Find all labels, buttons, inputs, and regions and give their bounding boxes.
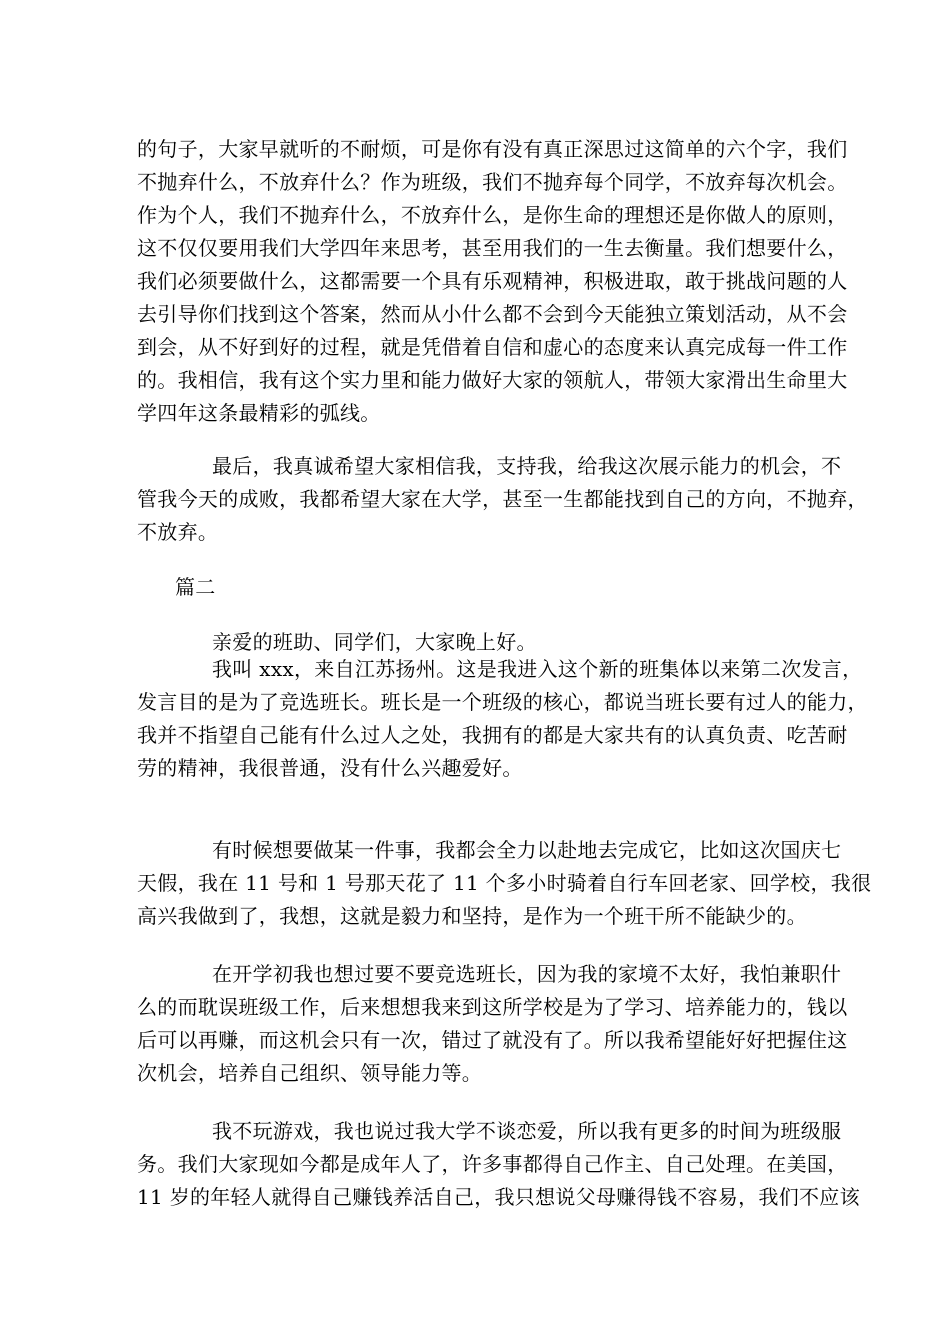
paragraph-line: 务。我们大家现如今都是成年人了，许多事都得自己作主、自己处理。在美国， (137, 1152, 848, 1176)
paragraph-line: 在开学初我也想过要不要竞选班长，因为我的家境不太好，我怕兼职什 (212, 962, 842, 986)
paragraph-line: 的句子，大家早就听的不耐烦，可是你有没有真正深思过这简单的六个字，我们 (137, 137, 848, 161)
paragraph-line: 不放弃。 (137, 520, 219, 544)
paragraph-line: 11 岁的年轻人就得自己赚钱养活自己，我只想说父母赚得钱不容易，我们不应该 (137, 1185, 860, 1209)
paragraph-line: 这不仅仅要用我们大学四年来思考，甚至用我们的一生去衡量。我们想要什么， (137, 236, 848, 260)
paragraph-line: 么的而耽误班级工作，后来想想我来到这所学校是为了学习、培养能力的，钱以 (137, 995, 848, 1019)
paragraph-line: 学四年这条最精彩的弧线。 (137, 401, 381, 425)
paragraph-line: 作为个人，我们不抛弃什么，不放弃什么，是你生命的理想还是你做人的原则， (137, 203, 848, 227)
section-heading: 篇二 (175, 575, 216, 599)
paragraph-line: 天假，我在 11 号和 1 号那天花了 11 个多小时骑着自行车回老家、回学校，我很 (137, 871, 872, 895)
paragraph-line: 劳的精神，我很普通，没有什么兴趣爱好。 (137, 756, 523, 780)
paragraph-line: 我并不指望自己能有什么过人之处，我拥有的都是大家共有的认真负责、吃苦耐 (137, 723, 848, 747)
paragraph-line: 高兴我做到了，我想，这就是毅力和坚持，是作为一个班干所不能缺少的。 (137, 904, 807, 928)
paragraph-line: 不抛弃什么，不放弃什么？作为班级，我们不抛弃每个同学，不放弃每次机会。 (137, 170, 848, 194)
paragraph-line: 发言目的是为了竞选班长。班长是一个班级的核心，都说当班长要有过人的能力， (137, 690, 868, 714)
paragraph-line: 去引导你们找到这个答案，然而从小什么都不会到今天能独立策划活动，从不会 (137, 302, 848, 326)
paragraph-line: 后可以再赚，而这机会只有一次，错过了就没有了。所以我希望能好好把握住这 (137, 1028, 848, 1052)
paragraph-line: 我叫 xxx，来自江苏扬州。这是我进入这个新的班集体以来第二次发言， (212, 657, 863, 681)
paragraph-line: 我们必须要做什么，这都需要一个具有乐观精神，积极进取，敢于挑战问题的人 (137, 269, 848, 293)
paragraph-line: 最后，我真诚希望大家相信我，支持我，给我这次展示能力的机会，不 (212, 454, 842, 478)
greeting-line: 亲爱的班助、同学们，大家晚上好。 (212, 630, 537, 654)
paragraph-line: 有时候想要做某一件事，我都会全力以赴地去完成它，比如这次国庆七 (212, 838, 842, 862)
paragraph-line: 我不玩游戏，我也说过我大学不谈恋爱，所以我有更多的时间为班级服 (212, 1119, 842, 1143)
paragraph-line: 到会，从不好到好的过程，就是凭借着自信和虚心的态度来认真完成每一件工作 (137, 335, 848, 359)
paragraph-line: 的。我相信，我有这个实力里和能力做好大家的领航人，带领大家滑出生命里大 (137, 368, 848, 392)
paragraph-line: 管我今天的成败，我都希望大家在大学，甚至一生都能找到自己的方向，不抛弃， (137, 487, 868, 511)
paragraph-line: 次机会，培养自己组织、领导能力等。 (137, 1061, 483, 1085)
